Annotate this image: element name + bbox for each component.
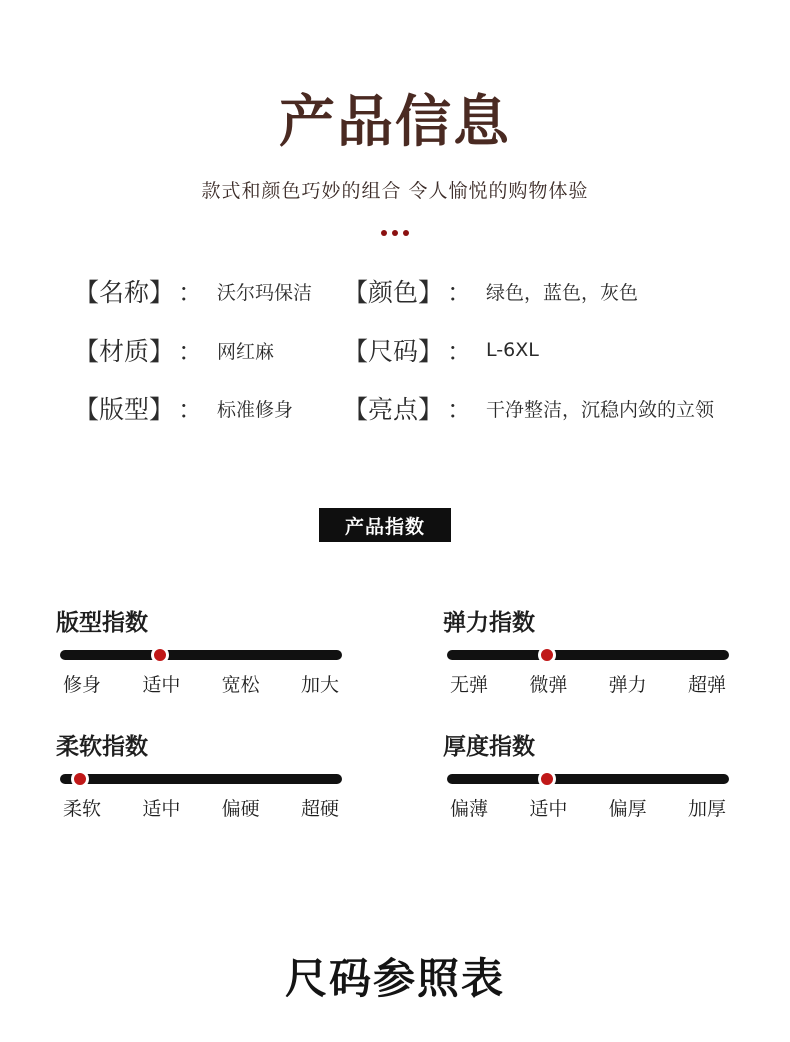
info-colon: ： <box>447 337 473 366</box>
info-item-material <box>74 333 274 367</box>
info-item-highlight <box>343 391 714 425</box>
info-item-name <box>74 274 312 308</box>
index-label: 加大 <box>300 674 339 696</box>
info-key: 【尺码】 <box>343 337 444 366</box>
info-key: 【颜色】 <box>343 278 444 307</box>
info-colon: ： <box>447 278 473 307</box>
info-colon: ： <box>178 395 204 424</box>
index-labels <box>56 794 346 821</box>
info-value: 干净整洁，沉稳内敛的立领 <box>486 398 715 421</box>
index-label: 适中 <box>529 798 568 820</box>
index-knob <box>71 770 89 788</box>
index-title: 厚度指数 <box>443 734 535 760</box>
index-track <box>60 650 342 660</box>
section-badge: 产品指数 <box>319 508 451 542</box>
info-item-color <box>343 274 638 308</box>
index-label: 偏硬 <box>221 798 260 820</box>
index-block-elasticity <box>443 604 733 696</box>
index-labels <box>443 794 733 821</box>
page-subtitle: 款式和颜色巧妙的组合 令人愉悦的购物体验 <box>201 180 589 202</box>
index-label: 超弹 <box>687 674 726 696</box>
index-label: 无弹 <box>449 674 488 696</box>
info-key: 【材质】 <box>74 337 175 366</box>
index-label: 修身 <box>62 674 101 696</box>
index-label: 适中 <box>142 674 181 696</box>
info-item-size <box>343 333 539 367</box>
info-item-fit <box>74 391 293 425</box>
index-title: 柔软指数 <box>56 734 148 760</box>
page-title: 产品信息 <box>279 90 511 155</box>
info-key: 【亮点】 <box>343 395 444 424</box>
info-row <box>0 391 790 425</box>
dot <box>403 230 409 236</box>
index-label: 宽松 <box>221 674 260 696</box>
index-title: 弹力指数 <box>443 610 535 636</box>
info-value: L-6XL <box>486 339 539 361</box>
index-label: 偏薄 <box>449 798 488 820</box>
index-block-thickness <box>443 728 733 820</box>
info-row <box>0 333 790 367</box>
index-label: 加厚 <box>687 798 726 820</box>
index-labels <box>443 670 733 697</box>
index-labels <box>56 670 346 697</box>
index-track <box>447 774 729 784</box>
index-track <box>60 774 342 784</box>
decorative-dots <box>0 230 790 236</box>
index-label: 微弹 <box>529 674 568 696</box>
index-label: 偏厚 <box>608 798 647 820</box>
info-value: 网红麻 <box>217 340 275 363</box>
index-block-fit <box>56 604 346 696</box>
info-key: 【名称】 <box>74 278 175 307</box>
index-label: 超硬 <box>300 798 339 820</box>
index-title: 版型指数 <box>56 610 148 636</box>
index-label: 适中 <box>142 798 181 820</box>
dot <box>392 230 398 236</box>
index-label: 弹力 <box>608 674 647 696</box>
info-colon: ： <box>178 337 204 366</box>
info-value: 绿色，蓝色，灰色 <box>486 281 639 304</box>
size-chart-title: 尺码参照表 <box>284 954 505 1003</box>
index-track <box>447 650 729 660</box>
info-value: 沃尔玛保洁 <box>217 281 313 304</box>
info-colon: ： <box>178 278 204 307</box>
info-colon: ： <box>447 395 473 424</box>
index-knob <box>151 646 169 664</box>
dot <box>381 230 387 236</box>
index-knob <box>538 770 556 788</box>
index-label: 柔软 <box>62 798 101 820</box>
info-value: 标准修身 <box>217 398 294 421</box>
info-key: 【版型】 <box>74 395 175 424</box>
index-knob <box>538 646 556 664</box>
info-row <box>0 274 790 308</box>
index-block-softness <box>56 728 346 820</box>
